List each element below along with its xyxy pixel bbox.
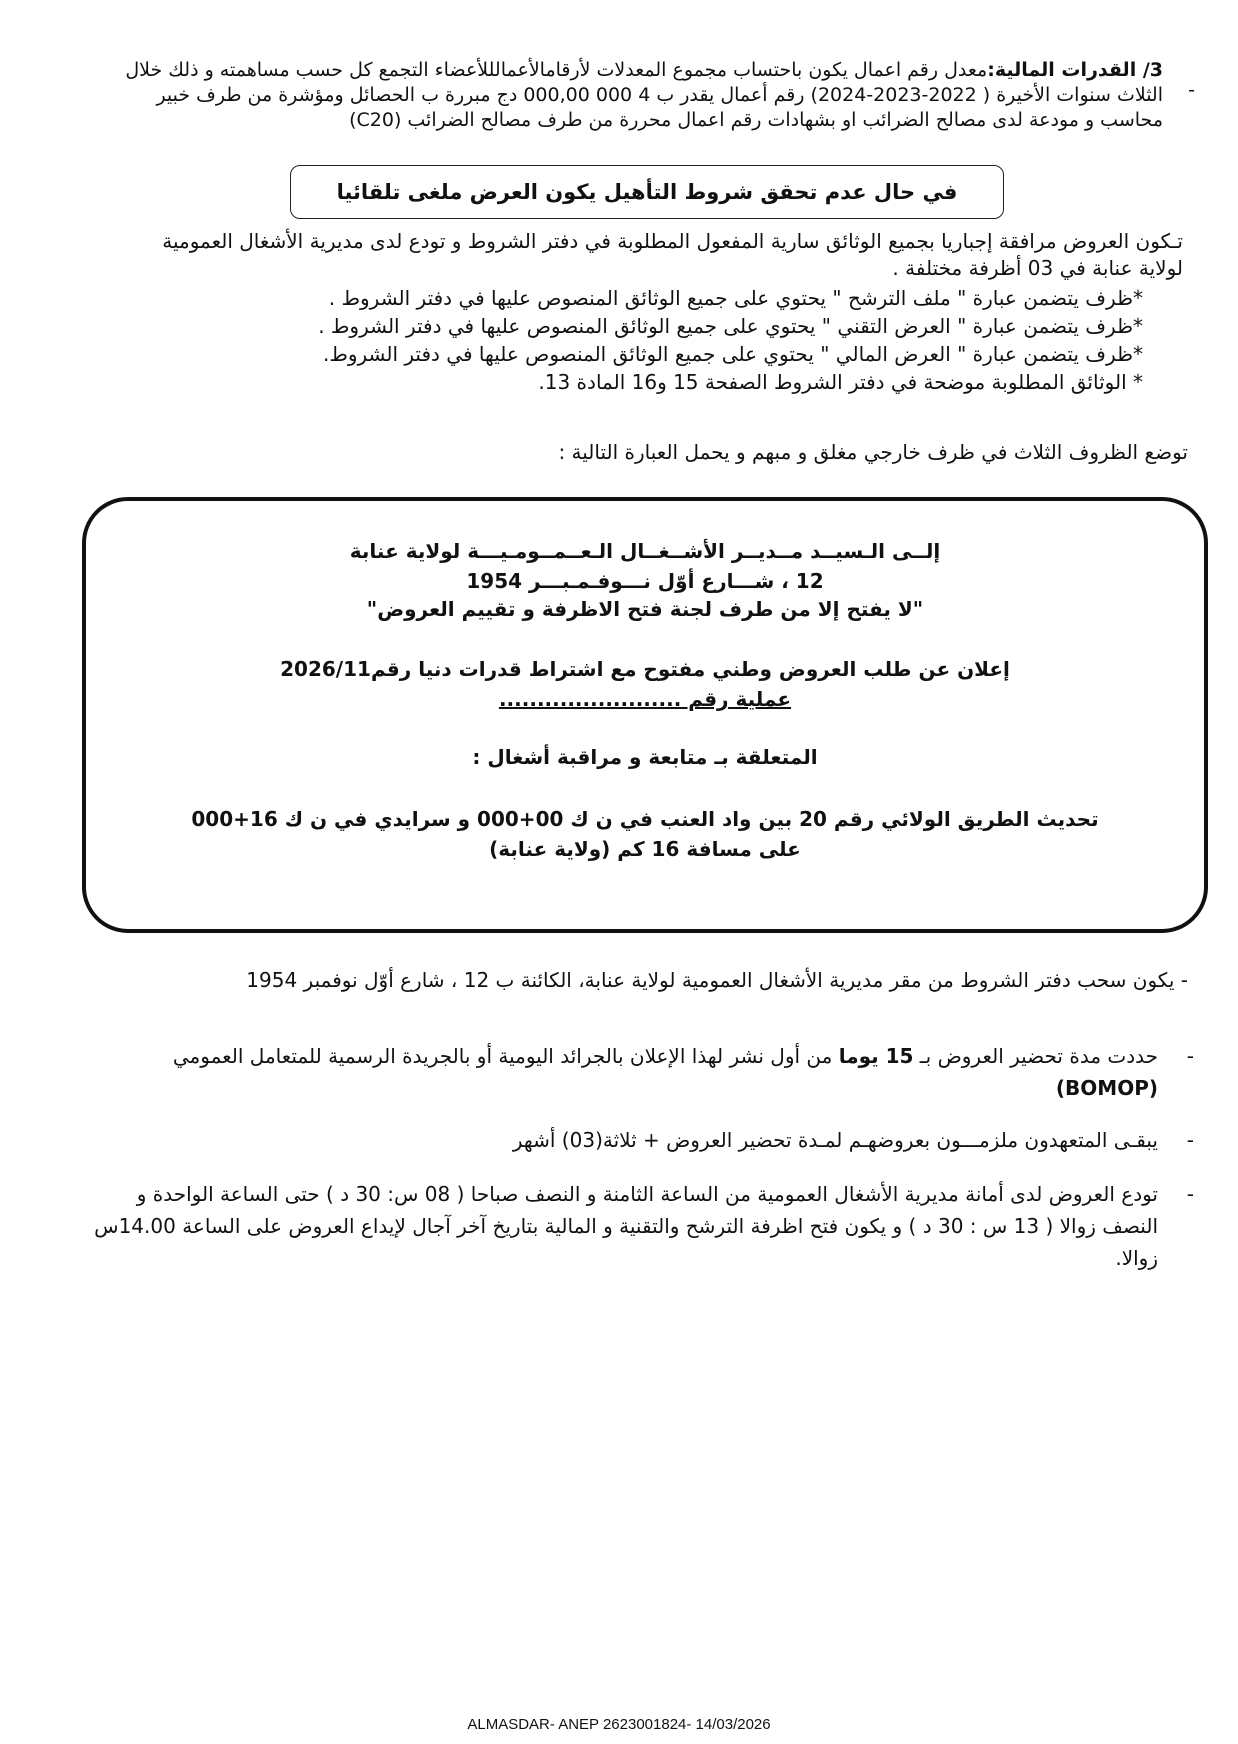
operation-number: عملية رقم ........................	[498, 687, 792, 711]
list-item: * الوثائق المطلوبة موضحة في دفتر الشروط الصفحة 15 و16 المادة 13.	[538, 370, 1143, 394]
deposit-paragraph	[80, 1178, 1194, 1274]
duration-days: 15 يوما	[838, 1044, 914, 1068]
list-item: *ظرف يتضمن عبارة " العرض المالي " يحتوي على جميع الوثائق المنصوص عليها في دفتر الشروط.	[323, 342, 1143, 366]
withdrawal-paragraph: - يكون سحب دفتر الشروط من مقر مديرية الأشغال العمومية لولاية عنابة، الكائنة ب 12 ، شارع أوّل نوفمبر 1954	[246, 968, 1188, 992]
subject-intro: المتعلقة بـ متابعة و مراقبة أشغال :	[472, 745, 818, 769]
outer-envelope-intro: توضع الظروف الثلاث في ظرف خارجي مغلق و مبهم و يحمل العبارة التالية :	[558, 440, 1188, 464]
envelopes-list	[250, 284, 1143, 396]
list-item: *ظرف يتضمن عبارة " ملف الترشح " يحتوي على جميع الوثائق المنصوص عليها في دفتر الشروط .	[328, 286, 1143, 310]
deposit-text: تودع العروض لدى أمانة مديرية الأشغال العمومية من الساعة الثامنة و النصف صباحا ( 08 س: 30 د ) حتى الساعة الواحدة و النصف زوالا ( 13 س : 30 د ) و يكون فتح اظرفة الترشح والتقنية و المالية بتاريخ آخر آجال لإيداع العروض على الساعة 14.00س زوالا.	[94, 1182, 1158, 1270]
list-dash: -	[1188, 79, 1195, 101]
envelopes-intro: تـكون العروض مرافقة إجباريا بجميع الوثائق سارية المفعول المطلوبة في دفتر الشروط و تودع لدى مديرية الأشغال العمومية لولاية عنابة في 03 أظرفة مختلفة .	[162, 229, 1183, 280]
list-item: *ظرف يتضمن عبارة " العرض التقني " يحتوي على جميع الوثائق المنصوص عليها في دفتر الشروط .	[318, 314, 1143, 338]
address-notice: "لا يفتح إلا من طرف لجنة فتح الاظرفة و تقييم العروض"	[366, 597, 924, 621]
duration-text-before: حددت مدة تحضير العروض بـ	[913, 1044, 1158, 1068]
financial-text: معدل رقم اعمال يكون باحتساب مجموع المعدلات لأرقامالأعمالللأعضاء التجمع كل حسب مساهمته و ذلك خلال الثلاث سنوات الأخيرة ( 2022-2023-2024) رقم أعمال يقدر ب 4 000 000,00 دج مبررة ب الحصائل ومؤشرة من طرف خبير محاسب و مودعة لدى مصالح الضرائب او بشهادات رقم اعمال محررة من طرف مصالح الضرائب (C20)	[125, 59, 1163, 131]
list-dash: -	[1186, 1128, 1194, 1152]
bomop-label: (BOMOP)	[1055, 1076, 1158, 1100]
list-dash: -	[1186, 1182, 1194, 1206]
validity-text: يبقـى المتعهدون ملزمـــون بعروضهـم لمـدة تحضير العروض + ثلاثة(03) أشهر	[512, 1128, 1158, 1152]
tender-title: إعلان عن طلب العروض وطني مفتوح مع اشتراط قدرات دنيا رقم2026/11	[280, 657, 1010, 681]
duration-paragraph	[85, 1040, 1194, 1104]
duration-text-after: من أول نشر لهذا الإعلان بالجرائد اليومية أو بالجريدة الرسمية للمتعامل العمومي	[172, 1044, 839, 1068]
financial-capacity-paragraph	[100, 58, 1195, 133]
validity-paragraph	[460, 1128, 1194, 1152]
financial-heading: 3/ القدرات المالية:	[987, 59, 1163, 81]
envelope-address-box	[82, 497, 1208, 933]
project-distance: على مسافة 16 كم (ولاية عنابة)	[489, 837, 801, 861]
project-description: تحديث الطريق الولائي رقم 20 بين واد العنب في ن ك 00+000 و سرايدي في ن ك 16+000	[191, 807, 1099, 831]
footer-reference: ALMASDAR- ANEP 2623001824- 14/03/2026	[467, 1716, 771, 1733]
list-dash: -	[1186, 1044, 1194, 1068]
address-recipient: إلــى الـسيــد مــديــر الأشــغــال الـعــمــومـيـــة لولاية عنابة	[349, 539, 941, 563]
address-street: 12 ، شـــارع أوّل نـــوفـمـبـــر 1954	[466, 569, 824, 593]
disqualification-banner: في حال عدم تحقق شروط التأهيل يكون العرض ملغى تلقائيا	[290, 165, 1004, 219]
